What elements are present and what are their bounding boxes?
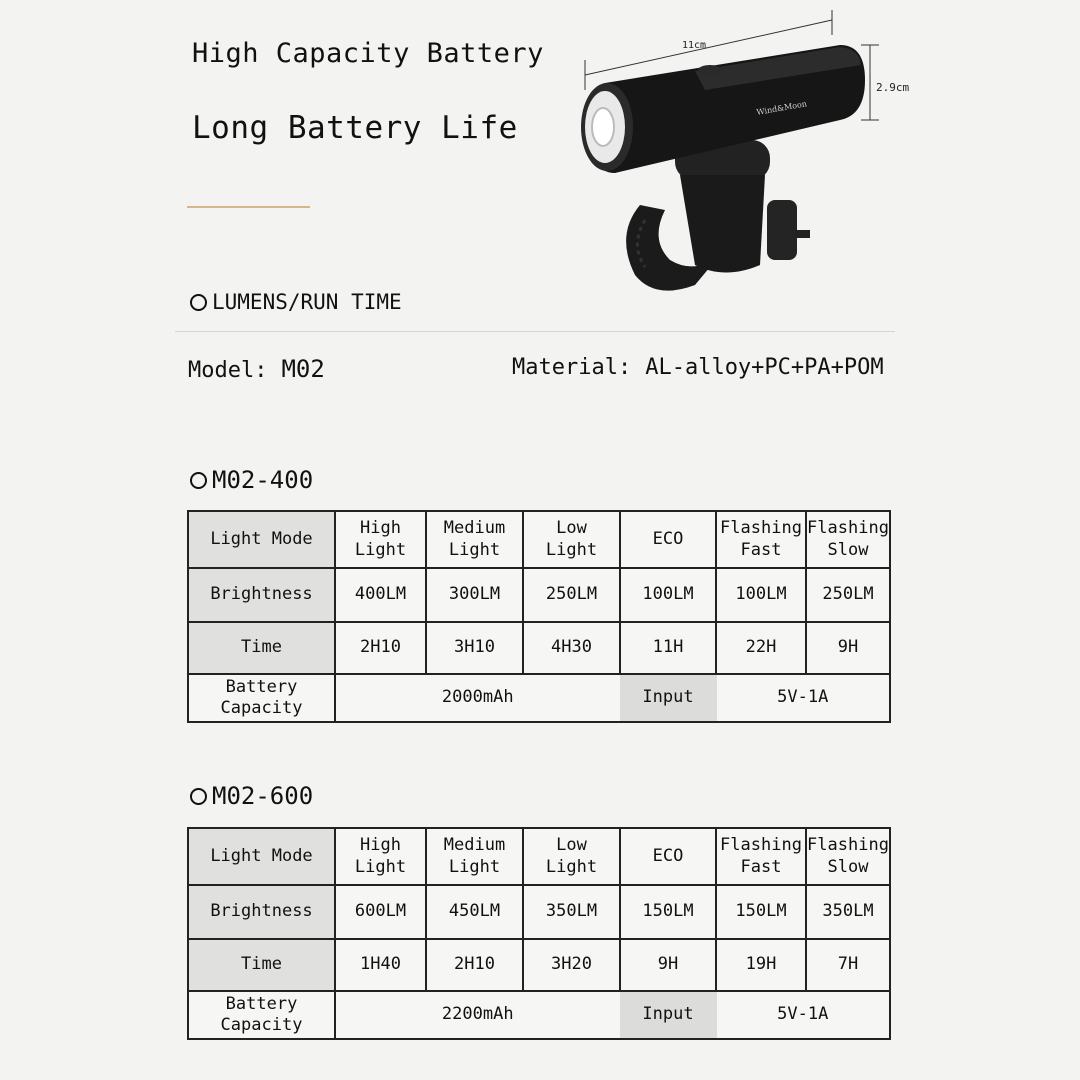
battery-value: 2200mAh [335, 991, 620, 1039]
table-row [188, 991, 890, 1039]
table-row [188, 568, 890, 622]
input-label: Input [620, 674, 716, 722]
table-row [188, 622, 890, 674]
bike-light-product-image [545, 5, 940, 315]
time-cell: 2H10 [335, 622, 426, 674]
row-label-light-mode: Light Mode [188, 511, 335, 568]
brightness-cell: 300LM [426, 568, 523, 622]
row-label-brightness: Brightness [188, 568, 335, 622]
mode-high-light: High Light [335, 828, 426, 885]
row-label-time: Time [188, 939, 335, 991]
mode-low-light: Low Light [523, 828, 620, 885]
diameter-label: 2.9cm [876, 81, 910, 94]
subheadline: Long Battery Life [192, 110, 518, 146]
input-value: 5V-1A [716, 991, 890, 1039]
circle-bullet-icon [190, 788, 207, 805]
time-cell: 3H20 [523, 939, 620, 991]
brightness-cell: 600LM [335, 885, 426, 939]
mode-flashing-slow: Flashing Slow [806, 511, 890, 568]
mode-medium-light: Medium Light [426, 828, 523, 885]
lumens-section-label: LUMENS/RUN TIME [190, 290, 402, 314]
model-600-heading: M02-600 [190, 782, 313, 810]
mode-eco: ECO [620, 828, 716, 885]
row-label-battery-capacity: Battery Capacity [188, 674, 335, 722]
table-row [188, 885, 890, 939]
time-cell: 9H [620, 939, 716, 991]
mode-flashing-fast: Flashing Fast [716, 828, 806, 885]
input-label: Input [620, 991, 716, 1039]
row-label-battery-capacity: Battery Capacity [188, 991, 335, 1039]
material-spec: Material: AL-alloy+PC+PA+POM [512, 355, 884, 380]
length-label: 11cm [682, 40, 707, 51]
brightness-cell: 350LM [806, 885, 890, 939]
time-cell: 1H40 [335, 939, 426, 991]
mode-high-light: High Light [335, 511, 426, 568]
time-cell: 9H [806, 622, 890, 674]
brightness-cell: 350LM [523, 885, 620, 939]
time-cell: 22H [716, 622, 806, 674]
circle-bullet-icon [190, 294, 207, 311]
brightness-cell: 100LM [716, 568, 806, 622]
spec-table-m02-400 [187, 510, 891, 723]
mode-flashing-fast: Flashing Fast [716, 511, 806, 568]
row-label-light-mode: Light Mode [188, 828, 335, 885]
time-cell: 7H [806, 939, 890, 991]
mode-flashing-slow: Flashing Slow [806, 828, 890, 885]
brightness-cell: 250LM [806, 568, 890, 622]
spec-table-m02-600 [187, 827, 891, 1040]
table-row [188, 828, 890, 885]
time-cell: 3H10 [426, 622, 523, 674]
brightness-cell: 400LM [335, 568, 426, 622]
brightness-cell: 150LM [716, 885, 806, 939]
brightness-cell: 450LM [426, 885, 523, 939]
model-400-heading: M02-400 [190, 466, 313, 494]
table-row [188, 674, 890, 722]
row-label-brightness: Brightness [188, 885, 335, 939]
time-cell: 19H [716, 939, 806, 991]
brand-logo-text: Wind&Moon [755, 99, 808, 117]
time-cell: 2H10 [426, 939, 523, 991]
table-row [188, 939, 890, 991]
model-spec: Model: M02 [188, 355, 325, 383]
section-divider [175, 331, 895, 332]
row-label-time: Time [188, 622, 335, 674]
battery-value: 2000mAh [335, 674, 620, 722]
brightness-cell: 100LM [620, 568, 716, 622]
table-row [188, 511, 890, 568]
accent-divider [187, 206, 310, 208]
mode-low-light: Low Light [523, 511, 620, 568]
input-value: 5V-1A [716, 674, 890, 722]
mode-eco: ECO [620, 511, 716, 568]
brightness-cell: 150LM [620, 885, 716, 939]
brightness-cell: 250LM [523, 568, 620, 622]
time-cell: 4H30 [523, 622, 620, 674]
time-cell: 11H [620, 622, 716, 674]
mode-medium-light: Medium Light [426, 511, 523, 568]
circle-bullet-icon [190, 472, 207, 489]
headline: High Capacity Battery [192, 38, 544, 69]
